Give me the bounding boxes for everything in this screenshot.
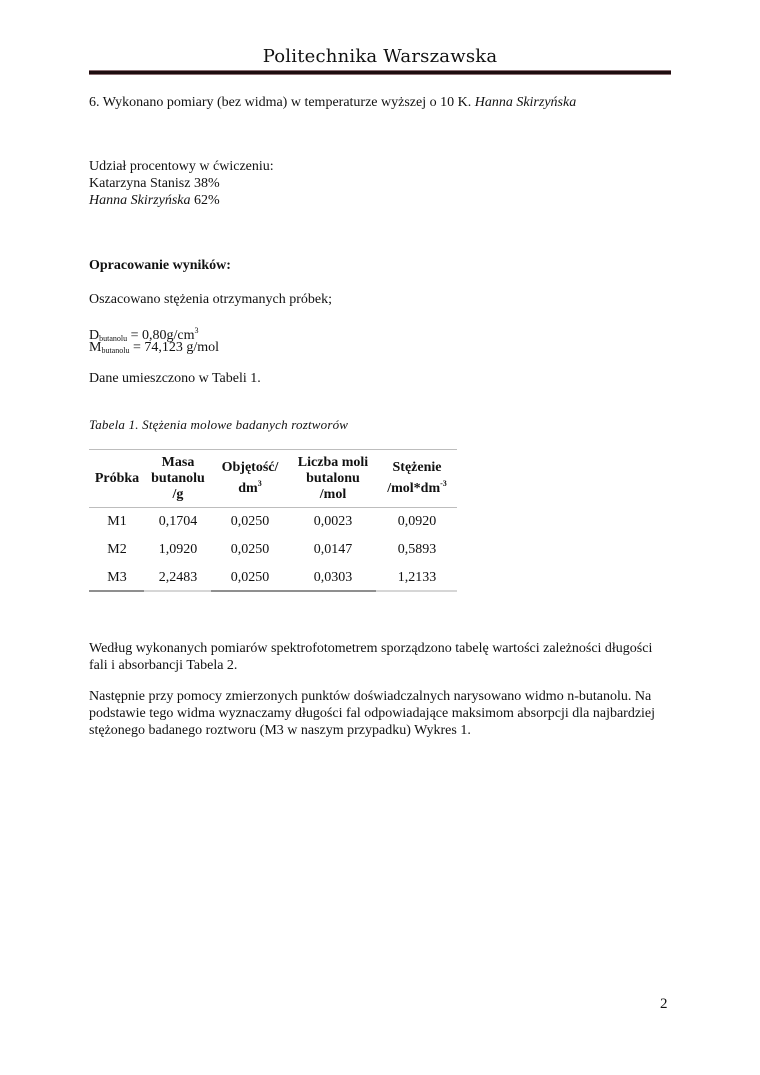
- table-row: [89, 564, 457, 592]
- header-masa: Masa butanolu /g: [151, 454, 205, 502]
- density-subscript: butanolu: [99, 334, 128, 343]
- cell-probka: M1: [107, 514, 127, 529]
- table-bottom-border-segment: [89, 590, 144, 592]
- header-stezenie: Stężenie $/mol*dm^{-3}$: [387, 460, 447, 496]
- page-number: 2: [660, 996, 668, 1012]
- results-heading: Opracowanie wyników:: [89, 258, 231, 273]
- data-placed-text: Dane umieszczono w Tabeli 1.: [89, 371, 261, 386]
- table-bottom-border-segment: [144, 590, 211, 592]
- cell-stezenie: 0,0920: [397, 514, 437, 529]
- molar-mass-subscript: butanolu: [101, 346, 130, 355]
- cell-liczba-moli: 0,0303: [313, 570, 353, 585]
- page-header-title: Politechnika Warszawska: [262, 46, 498, 67]
- estimate-text: Oszacowano stężenia otrzymanych próbek;: [89, 292, 332, 307]
- header-objetosc: Objętość/ $dm^3$: [221, 460, 279, 496]
- cell-stezenie: 0,5893: [397, 542, 437, 557]
- cell-objetosc: 0,0250: [230, 542, 270, 557]
- spectro-paragraph: Według wykonanych pomiarów spektrofotometrem sporządzono tabelę wartości zależności długości fali i absorbancji Tabela 2.: [89, 641, 653, 673]
- next-paragraph: Następnie przy pomocy zmierzonych punktów doświadczalnych narysowano widmo n-butanolu. Na podstawie tego widma wyznaczamy długości fal odpowiadające maksimom absorpcji dla najbardziej stężonego badanego roztworu (M3 w naszym przypadku) Wykres 1.: [89, 689, 656, 738]
- cell-masa: 2,2483: [158, 570, 198, 585]
- cell-liczba-moli: 0,0023: [313, 514, 353, 529]
- cell-objetosc: 0,0250: [230, 514, 270, 529]
- cell-masa: 1,0920: [158, 542, 198, 557]
- header-probka: Próbka: [94, 470, 140, 486]
- cell-probka: M2: [107, 542, 127, 557]
- participation-label: Udział procentowy w ćwiczeniu:: [89, 159, 274, 174]
- participation-person-1: Katarzyna Stanisz 38%: [89, 176, 220, 191]
- density-value: = 0,80g/cm: [127, 328, 195, 343]
- density-symbol: D: [89, 328, 100, 343]
- item-6-paragraph: [89, 94, 669, 111]
- table-header-row: [89, 450, 457, 508]
- molar-mass-value: = 74,123 g/mol: [129, 340, 220, 355]
- table-1-caption: Tabela 1. Stężenia molowe badanych roztworów: [89, 417, 349, 432]
- cell-masa: 0,1704: [158, 514, 198, 529]
- item-6-author: Hanna Skirzyńska: [474, 95, 577, 110]
- cell-stezenie: 1,2133: [397, 570, 437, 585]
- person-2-pct: 62%: [190, 193, 220, 208]
- table-bottom-border-segment: [376, 590, 457, 592]
- participation-person-2: [89, 192, 669, 209]
- table-row: [89, 508, 457, 537]
- molar-mass-line: [89, 339, 669, 359]
- table-bottom-border-segment: [211, 590, 376, 592]
- density-superscript: 3: [194, 326, 199, 335]
- cell-objetosc: 0,0250: [230, 570, 270, 585]
- header-rule: [89, 70, 671, 75]
- molar-mass-symbol: M: [89, 340, 102, 355]
- participation-block: [89, 158, 669, 209]
- cell-liczba-moli: 0,0147: [313, 542, 353, 557]
- item-6-text: 6. Wykonano pomiary (bez widma) w temperaturze wyższej o 10 K.: [89, 95, 475, 110]
- table-row: [89, 536, 457, 564]
- table-1: [89, 449, 457, 592]
- header-liczba-moli: Liczba moli butalonu /mol: [297, 454, 369, 502]
- person-2-name: Hanna Skirzyńska: [89, 193, 191, 208]
- cell-probka: M3: [107, 570, 127, 585]
